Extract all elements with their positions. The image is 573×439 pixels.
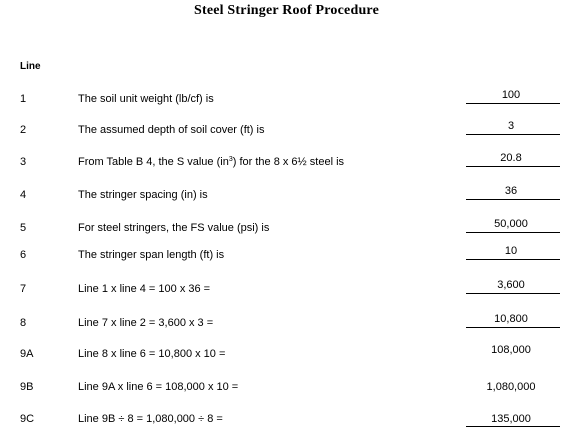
line-value: 135,000 [491,413,531,425]
procedure-row [0,89,573,107]
line-number: 9C [20,413,35,425]
line-column-header: Line [20,61,41,72]
procedure-row [0,413,573,427]
superscript: 3 [228,156,233,163]
line-number: 9A [20,348,34,360]
value-underline [466,327,560,328]
line-description: Line 9B ÷ 8 = 1,080,000 ÷ 8 = [78,413,223,425]
line-description: The stringer spacing (in) is [78,189,208,201]
line-number: 7 [20,283,27,295]
line-number: 3 [20,156,27,168]
line-number: 5 [20,222,27,234]
line-description-text: ) for the 8 x 6½ steel is [232,156,345,168]
line-description: Line 1 x line 4 = 100 x 36 = [78,283,211,295]
value-underline [466,166,560,167]
line-number: 2 [20,124,27,136]
value-underline [466,232,560,233]
value-underline [466,199,560,200]
line-value: 3,600 [497,279,525,291]
line-number: 6 [20,249,27,261]
procedure-row [0,381,573,395]
line-number: 9B [20,381,34,393]
procedure-row [0,313,573,331]
line-description: The stringer span length (ft) is [78,249,225,261]
value-underline [466,134,560,135]
line-description: Line 8 x line 6 = 10,800 x 10 = [78,348,226,360]
line-value: 10,800 [494,313,528,325]
line-value: 1,080,000 [486,381,536,393]
procedure-row [0,344,573,362]
value-underline [466,293,560,294]
procedure-row [0,120,573,138]
line-description: Line 9A x line 6 = 108,000 x 10 = [78,381,239,393]
line-number: 8 [20,317,27,329]
procedure-row [0,245,573,263]
line-value: 10 [504,245,518,257]
line-description [78,156,344,168]
line-description: The soil unit weight (lb/cf) is [78,93,214,105]
line-value: 20.8 [500,152,522,164]
line-description: Line 7 x line 2 = 3,600 x 3 = [78,317,214,329]
value-underline [466,259,560,260]
line-value: 3 [507,120,515,132]
page-title: Steel Stringer Roof Procedure [193,3,380,18]
value-underline [466,103,560,104]
procedure-row [0,218,573,236]
procedure-row [0,279,573,297]
procedure-row [0,185,573,203]
line-description: The assumed depth of soil cover (ft) is [78,124,265,136]
value-underline [466,426,560,427]
line-value: 100 [501,89,521,101]
line-number: 4 [20,189,27,201]
line-value: 50,000 [494,218,528,230]
line-description: For steel stringers, the FS value (psi) is [78,222,270,234]
line-number: 1 [20,93,27,105]
line-description-text: From Table B 4, the S value (in [78,156,229,168]
procedure-row [0,152,573,170]
line-value: 36 [504,185,518,197]
line-value: 108,000 [491,344,531,356]
